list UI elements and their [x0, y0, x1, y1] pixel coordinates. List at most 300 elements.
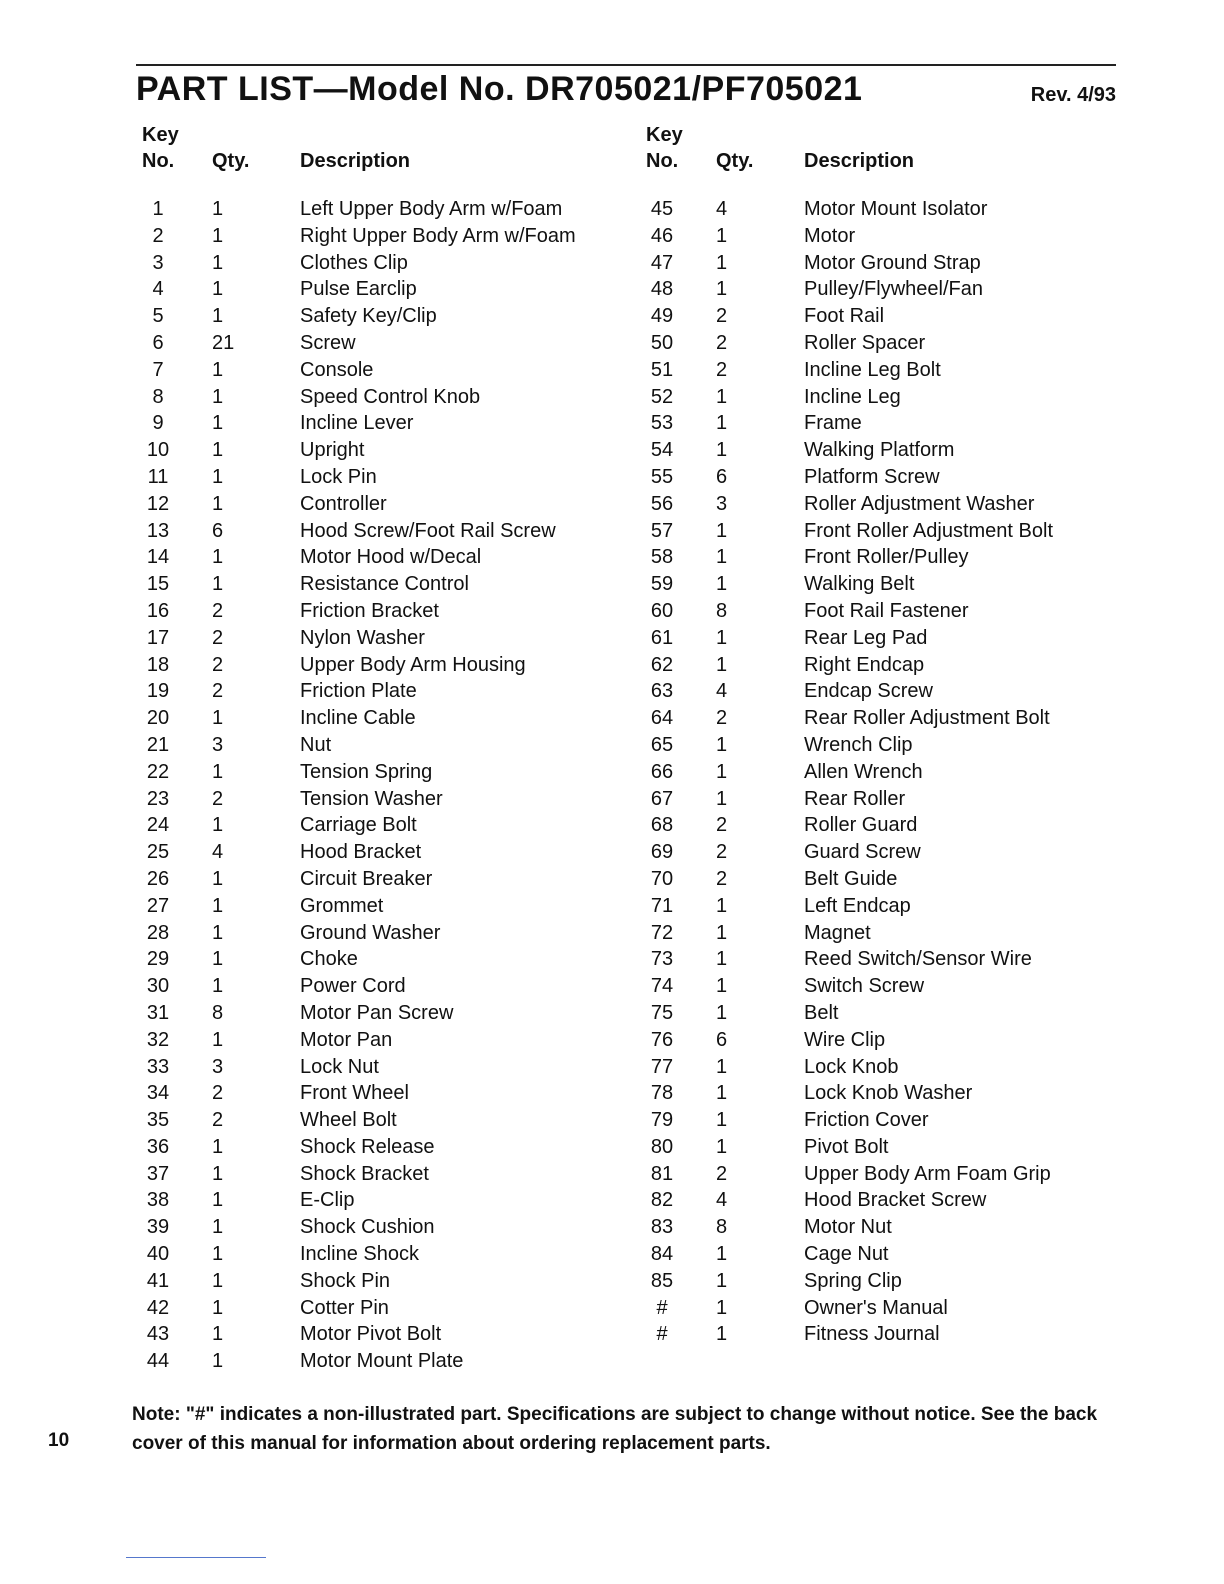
- part-row: [138, 975, 608, 1002]
- part-qty: 1: [212, 948, 224, 971]
- part-description: Console: [300, 358, 374, 381]
- part-key-no: 67: [650, 787, 674, 810]
- part-row: [642, 412, 1062, 439]
- key-header-top: Key: [646, 124, 683, 146]
- part-qty: 2: [212, 1109, 224, 1132]
- part-key-no: 25: [146, 841, 170, 864]
- part-key-no: 48: [650, 278, 674, 301]
- part-key-no: 30: [146, 975, 170, 998]
- part-qty: 1: [212, 894, 224, 917]
- part-qty: 1: [716, 733, 728, 756]
- part-row: [138, 922, 608, 949]
- part-key-no: 73: [650, 948, 674, 971]
- part-description: Motor Mount Isolator: [804, 198, 988, 220]
- part-description: Motor Pivot Bolt: [300, 1323, 442, 1346]
- part-qty: 1: [212, 921, 224, 944]
- part-key-no: 55: [650, 465, 674, 488]
- part-qty: 1: [716, 519, 728, 542]
- part-row: [138, 1216, 608, 1243]
- part-row: [642, 761, 1062, 788]
- column-header: [642, 118, 1062, 198]
- part-row: [138, 1056, 608, 1083]
- part-qty: 1: [716, 1296, 728, 1319]
- part-description: Choke: [300, 948, 358, 971]
- part-key-no: 79: [650, 1109, 674, 1132]
- part-qty: 3: [212, 733, 224, 756]
- part-qty: 3: [716, 492, 728, 515]
- part-description: Tension Spring: [300, 760, 433, 783]
- part-key-no: 61: [650, 626, 674, 649]
- part-description: Incline Lever: [300, 412, 414, 435]
- part-key-no: 35: [146, 1109, 170, 1132]
- part-row: [138, 1243, 608, 1270]
- part-row: [642, 1189, 1062, 1216]
- part-row: [642, 1136, 1062, 1163]
- part-qty: 1: [212, 1162, 224, 1185]
- part-qty: 1: [212, 573, 224, 596]
- part-description: Motor Mount Plate: [300, 1350, 464, 1373]
- part-key-no: 39: [146, 1216, 170, 1239]
- description-header: Description: [804, 150, 915, 172]
- key-header-bottom: No.: [646, 150, 679, 172]
- part-description: Rear Roller Adjustment Bolt: [804, 707, 1050, 730]
- part-description: Motor Pan Screw: [300, 1001, 454, 1024]
- part-row: [138, 761, 608, 788]
- part-key-no: 38: [146, 1189, 170, 1212]
- part-key-no: 5: [152, 305, 164, 328]
- part-qty: 1: [212, 465, 224, 488]
- part-description: Reed Switch/Sensor Wire: [804, 948, 1032, 971]
- part-row: [642, 278, 1062, 305]
- parts-column-right: [642, 118, 1062, 1350]
- part-row: [642, 680, 1062, 707]
- part-row: [138, 1189, 608, 1216]
- part-key-no: 71: [650, 894, 674, 917]
- part-row: [138, 680, 608, 707]
- part-row: [642, 1056, 1062, 1083]
- part-description: Roller Guard: [804, 814, 918, 837]
- part-description: Cage Nut: [804, 1243, 889, 1266]
- part-description: Pivot Bolt: [804, 1135, 889, 1158]
- part-key-no: 40: [146, 1243, 170, 1266]
- description-header: Description: [300, 150, 411, 172]
- part-description: Platform Screw: [804, 465, 940, 488]
- column-header: [138, 118, 608, 198]
- part-qty: 1: [716, 546, 728, 569]
- part-key-no: 78: [650, 1082, 674, 1105]
- part-description: Clothes Clip: [300, 251, 408, 274]
- part-row: [642, 868, 1062, 895]
- part-row: [138, 305, 608, 332]
- part-row: [138, 814, 608, 841]
- part-key-no: 1: [152, 198, 164, 220]
- part-description: Hood Bracket Screw: [804, 1189, 987, 1212]
- part-key-no: 69: [650, 841, 674, 864]
- part-description: Right Endcap: [804, 653, 925, 676]
- part-row: [642, 225, 1062, 252]
- part-key-no: 24: [146, 814, 170, 837]
- part-qty: 1: [716, 626, 728, 649]
- part-qty: 1: [212, 1296, 224, 1319]
- qty-header: Qty.: [212, 150, 250, 172]
- part-key-no: 20: [146, 707, 170, 730]
- part-row: [642, 922, 1062, 949]
- part-key-no: #: [656, 1323, 668, 1346]
- part-description: Foot Rail: [804, 305, 885, 328]
- part-qty: 1: [716, 1243, 728, 1266]
- part-description: Left Upper Body Arm w/Foam: [300, 198, 563, 220]
- part-qty: 1: [716, 1269, 728, 1292]
- part-qty: 1: [212, 224, 224, 247]
- part-qty: 2: [716, 305, 728, 328]
- part-key-no: 43: [146, 1323, 170, 1346]
- part-key-no: 50: [650, 331, 674, 354]
- part-qty: 1: [212, 412, 224, 435]
- part-qty: 2: [716, 358, 728, 381]
- part-row: [138, 225, 608, 252]
- part-qty: 2: [716, 331, 728, 354]
- part-key-no: 17: [146, 626, 170, 649]
- part-row: [642, 707, 1062, 734]
- part-qty: 1: [716, 1055, 728, 1078]
- part-description: Hood Screw/Foot Rail Screw: [300, 519, 556, 542]
- part-description: Wire Clip: [804, 1028, 886, 1051]
- part-description: Rear Leg Pad: [804, 626, 928, 649]
- part-qty: 1: [716, 948, 728, 971]
- part-qty: 1: [716, 251, 728, 274]
- part-qty: 1: [716, 412, 728, 435]
- part-description: Motor Ground Strap: [804, 251, 981, 274]
- part-row: [642, 1029, 1062, 1056]
- part-qty: 1: [212, 305, 224, 328]
- part-qty: 1: [716, 1001, 728, 1024]
- part-row: [642, 841, 1062, 868]
- part-description: Spring Clip: [804, 1269, 902, 1292]
- part-description: Upright: [300, 439, 365, 462]
- part-row: [138, 1270, 608, 1297]
- part-key-no: 75: [650, 1001, 674, 1024]
- part-description: Cotter Pin: [300, 1296, 389, 1319]
- part-key-no: 72: [650, 921, 674, 944]
- part-key-no: 33: [146, 1055, 170, 1078]
- part-description: Lock Knob Washer: [804, 1082, 973, 1105]
- part-description: Belt Guide: [804, 867, 898, 890]
- part-row: [642, 1270, 1062, 1297]
- part-key-no: 13: [146, 519, 170, 542]
- part-row: [138, 1136, 608, 1163]
- part-key-no: 49: [650, 305, 674, 328]
- part-qty: 1: [212, 1216, 224, 1239]
- part-qty: 1: [716, 1135, 728, 1158]
- revision-label: Rev. 4/93: [1030, 84, 1116, 106]
- top-rule: [136, 64, 1116, 66]
- part-description: Pulse Earclip: [300, 278, 417, 301]
- part-key-no: 29: [146, 948, 170, 971]
- part-row: [642, 1323, 1062, 1350]
- part-description: Shock Bracket: [300, 1162, 429, 1185]
- part-key-no: 22: [146, 760, 170, 783]
- part-key-no: 45: [650, 198, 674, 220]
- part-qty: 6: [212, 519, 224, 542]
- part-key-no: 10: [146, 439, 170, 462]
- part-qty: 2: [212, 626, 224, 649]
- part-description: Lock Nut: [300, 1055, 379, 1078]
- part-qty: 1: [212, 1243, 224, 1266]
- part-row: [642, 1216, 1062, 1243]
- part-key-no: 23: [146, 787, 170, 810]
- part-key-no: 58: [650, 546, 674, 569]
- part-qty: 1: [212, 975, 224, 998]
- footnote: Note: "#" indicates a non-illustrated part. Specifications are subject to change without notice. See the back cover of this manual for information about ordering replacement parts.: [132, 1404, 1098, 1454]
- part-qty: 1: [212, 198, 224, 220]
- part-row: [642, 573, 1062, 600]
- part-key-no: 52: [650, 385, 674, 408]
- part-row: [642, 814, 1062, 841]
- part-description: Foot Rail Fastener: [804, 599, 969, 622]
- part-qty: 6: [716, 465, 728, 488]
- part-row: [642, 1163, 1062, 1190]
- part-row: [642, 948, 1062, 975]
- part-description: Incline Leg: [804, 385, 901, 408]
- part-qty: 1: [716, 1323, 728, 1346]
- part-row: [642, 305, 1062, 332]
- part-key-no: 68: [650, 814, 674, 837]
- part-description: Speed Control Knob: [300, 385, 481, 408]
- part-description: Front Wheel: [300, 1082, 409, 1105]
- part-row: [642, 734, 1062, 761]
- part-description: Upper Body Arm Foam Grip: [804, 1162, 1051, 1185]
- part-description: Grommet: [300, 894, 384, 917]
- part-description: Friction Bracket: [300, 599, 439, 622]
- part-row: [642, 1002, 1062, 1029]
- part-key-no: 36: [146, 1135, 170, 1158]
- part-qty: 3: [212, 1055, 224, 1078]
- part-qty: 1: [212, 1269, 224, 1292]
- part-description: Shock Pin: [300, 1269, 391, 1292]
- part-qty: 1: [212, 1189, 224, 1212]
- parts-column-left: [138, 118, 608, 1377]
- part-key-no: 63: [650, 680, 674, 703]
- part-description: Safety Key/Clip: [300, 305, 437, 328]
- part-qty: 8: [716, 1216, 728, 1239]
- part-row: [138, 359, 608, 386]
- part-key-no: 85: [650, 1269, 674, 1292]
- part-row: [138, 198, 608, 225]
- key-header-bottom: No.: [142, 150, 175, 172]
- part-qty: 1: [212, 760, 224, 783]
- part-description: Ground Washer: [300, 921, 441, 944]
- part-row: [138, 868, 608, 895]
- part-row: [642, 332, 1062, 359]
- part-row: [138, 1109, 608, 1136]
- part-qty: 8: [716, 599, 728, 622]
- part-row: [642, 252, 1062, 279]
- part-key-no: 53: [650, 412, 674, 435]
- part-key-no: 27: [146, 894, 170, 917]
- part-row: [138, 493, 608, 520]
- part-key-no: 9: [152, 412, 164, 435]
- part-row: [138, 386, 608, 413]
- qty-header: Qty.: [716, 150, 754, 172]
- part-row: [138, 654, 608, 681]
- part-row: [642, 466, 1062, 493]
- part-key-no: 44: [146, 1350, 170, 1373]
- parts-list-right: [642, 198, 1062, 1350]
- part-qty: 8: [212, 1001, 224, 1024]
- part-key-no: 2: [152, 224, 164, 247]
- part-qty: 1: [716, 224, 728, 247]
- part-description: Shock Release: [300, 1135, 435, 1158]
- part-description: Motor Hood w/Decal: [300, 546, 482, 569]
- part-key-no: 80: [650, 1135, 674, 1158]
- part-row: [138, 1297, 608, 1324]
- part-description: Friction Plate: [300, 680, 417, 703]
- part-description: Front Roller/Pulley: [804, 546, 969, 569]
- part-description: Incline Cable: [300, 707, 416, 730]
- part-qty: 1: [212, 251, 224, 274]
- part-description: Circuit Breaker: [300, 867, 433, 890]
- part-qty: 1: [716, 573, 728, 596]
- part-qty: 2: [212, 680, 224, 703]
- part-key-no: 32: [146, 1028, 170, 1051]
- part-key-no: 12: [146, 492, 170, 515]
- part-description: Rear Roller: [804, 787, 906, 810]
- part-qty: 2: [212, 653, 224, 676]
- part-row: [138, 466, 608, 493]
- part-row: [642, 359, 1062, 386]
- part-description: Resistance Control: [300, 573, 469, 596]
- part-qty: 1: [212, 278, 224, 301]
- part-description: Roller Adjustment Washer: [804, 492, 1035, 515]
- part-key-no: 8: [152, 385, 164, 408]
- part-qty: 4: [716, 1189, 728, 1212]
- part-description: Controller: [300, 492, 387, 515]
- part-row: [138, 600, 608, 627]
- part-key-no: 41: [146, 1269, 170, 1292]
- part-qty: 2: [716, 814, 728, 837]
- part-description: Shock Cushion: [300, 1216, 435, 1239]
- part-row: [138, 332, 608, 359]
- part-row: [138, 1029, 608, 1056]
- part-key-no: 47: [650, 251, 674, 274]
- part-key-no: 70: [650, 867, 674, 890]
- part-description: Incline Leg Bolt: [804, 358, 941, 381]
- part-description: Walking Platform: [804, 439, 955, 462]
- part-description: Roller Spacer: [804, 331, 926, 354]
- part-key-no: 64: [650, 707, 674, 730]
- part-row: [138, 278, 608, 305]
- part-description: Wrench Clip: [804, 733, 913, 756]
- part-key-no: 65: [650, 733, 674, 756]
- part-qty: 2: [716, 707, 728, 730]
- part-key-no: 74: [650, 975, 674, 998]
- part-row: [138, 1163, 608, 1190]
- part-description: Switch Screw: [804, 975, 925, 998]
- part-key-no: 3: [152, 251, 164, 274]
- part-row: [138, 1323, 608, 1350]
- part-qty: 1: [716, 653, 728, 676]
- part-row: [138, 1350, 608, 1377]
- page-title: PART LIST—Model No. DR705021/PF705021: [136, 70, 863, 108]
- part-row: [138, 412, 608, 439]
- part-qty: 1: [212, 358, 224, 381]
- part-description: Motor Nut: [804, 1216, 892, 1239]
- parts-list-left: [138, 198, 608, 1377]
- part-key-no: 19: [146, 680, 170, 703]
- part-row: [138, 573, 608, 600]
- part-key-no: 57: [650, 519, 674, 542]
- part-row: [138, 1002, 608, 1029]
- part-row: [642, 386, 1062, 413]
- part-qty: 6: [716, 1028, 728, 1051]
- part-description: Frame: [804, 412, 862, 435]
- part-description: Left Endcap: [804, 894, 911, 917]
- part-row: [642, 895, 1062, 922]
- part-description: Allen Wrench: [804, 760, 923, 783]
- part-key-no: 46: [650, 224, 674, 247]
- part-key-no: 54: [650, 439, 674, 462]
- part-key-no: 84: [650, 1243, 674, 1266]
- part-row: [138, 627, 608, 654]
- part-qty: 1: [212, 1028, 224, 1051]
- part-key-no: #: [656, 1296, 668, 1319]
- part-key-no: 81: [650, 1162, 674, 1185]
- part-key-no: 59: [650, 573, 674, 596]
- part-key-no: 56: [650, 492, 674, 515]
- part-qty: 2: [716, 841, 728, 864]
- part-qty: 1: [212, 1350, 224, 1373]
- part-row: [642, 654, 1062, 681]
- part-qty: 1: [716, 760, 728, 783]
- part-qty: 1: [212, 707, 224, 730]
- part-description: Guard Screw: [804, 841, 921, 864]
- part-row: [138, 546, 608, 573]
- part-row: [138, 1082, 608, 1109]
- part-qty: 2: [716, 867, 728, 890]
- part-key-no: 4: [152, 278, 164, 301]
- part-qty: 1: [716, 439, 728, 462]
- part-key-no: 15: [146, 573, 170, 596]
- part-description: Screw: [300, 331, 356, 354]
- part-row: [642, 520, 1062, 547]
- part-description: Magnet: [804, 921, 871, 944]
- part-description: Upper Body Arm Housing: [300, 653, 526, 676]
- part-qty: 2: [212, 1082, 224, 1105]
- part-key-no: 6: [152, 331, 164, 354]
- part-row: [138, 948, 608, 975]
- part-key-no: 51: [650, 358, 674, 381]
- part-description: Wheel Bolt: [300, 1109, 397, 1132]
- part-row: [642, 788, 1062, 815]
- part-description: Lock Knob: [804, 1055, 899, 1078]
- part-qty: 1: [716, 1109, 728, 1132]
- part-key-no: 37: [146, 1162, 170, 1185]
- part-row: [642, 1109, 1062, 1136]
- part-key-no: 66: [650, 760, 674, 783]
- part-row: [642, 439, 1062, 466]
- part-description: Friction Cover: [804, 1109, 929, 1132]
- part-description: Owner's Manual: [804, 1296, 948, 1319]
- part-row: [138, 734, 608, 761]
- part-key-no: 60: [650, 599, 674, 622]
- part-row: [642, 546, 1062, 573]
- part-qty: 1: [716, 385, 728, 408]
- part-key-no: 26: [146, 867, 170, 890]
- part-qty: 1: [716, 921, 728, 944]
- part-qty: 4: [716, 680, 728, 703]
- part-key-no: 42: [146, 1296, 170, 1319]
- part-key-no: 14: [146, 546, 170, 569]
